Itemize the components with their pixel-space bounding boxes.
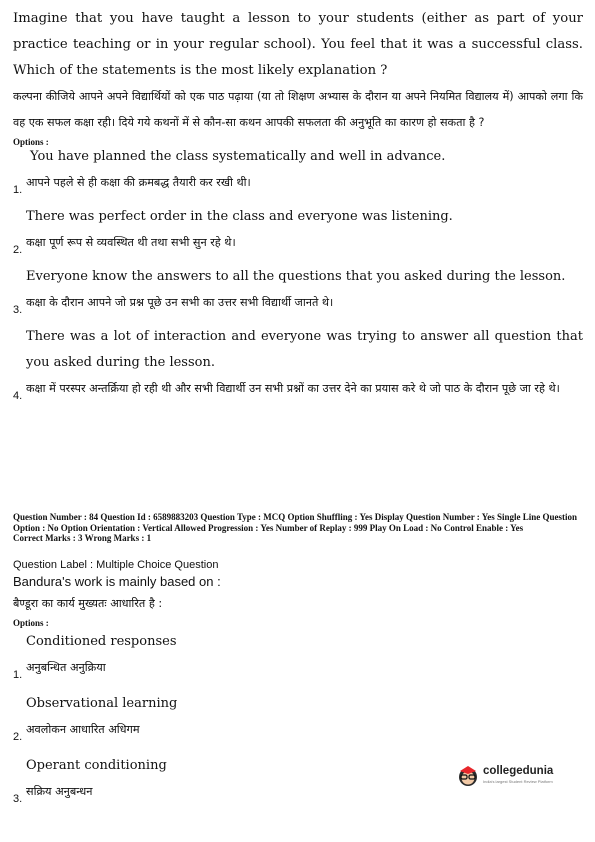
options-label: Options : xyxy=(13,618,49,628)
option-2[interactable] xyxy=(13,691,583,743)
option-text-hi: अनुबन्धित अनुक्रिया xyxy=(26,661,106,674)
option-1[interactable] xyxy=(13,629,583,681)
option-text-hi: सक्रिय अनुबन्धन xyxy=(26,785,93,798)
option-text-en: There was a lot of interaction and everyone was trying to answer all question that you asked during the lesson. xyxy=(26,329,583,370)
option-text-en: Operant conditioning xyxy=(26,758,167,773)
logo-mascot-icon xyxy=(455,763,481,789)
collegedunia-logo xyxy=(455,763,565,791)
option-number: 2. xyxy=(13,244,23,256)
option-number: 1. xyxy=(13,184,23,196)
option-number: 2. xyxy=(13,731,23,743)
option-2[interactable] xyxy=(13,204,583,256)
option-1[interactable] xyxy=(13,144,583,196)
options-label: Options : xyxy=(13,137,49,147)
option-text-hi: आपने पहले से ही कक्षा की क्रमबद्ध तैयारी कर रखी थी। xyxy=(26,176,251,189)
option-3[interactable] xyxy=(13,264,583,316)
option-number: 1. xyxy=(13,669,23,681)
option-number: 3. xyxy=(13,304,23,316)
option-text-en: Observational learning xyxy=(26,696,178,711)
option-text-en: Conditioned responses xyxy=(26,634,177,649)
option-text-en: Everyone know the answers to all the questions that you asked during the lesson. xyxy=(26,269,566,284)
logo-tagline: India's largest Student Review Platform xyxy=(483,779,553,784)
question-metadata xyxy=(13,512,583,544)
option-number: 3. xyxy=(13,793,23,805)
logo-wordmark: collegedunia xyxy=(483,765,554,777)
option-text-en: There was perfect order in the class and everyone was listening. xyxy=(26,209,453,224)
option-text-hi: कक्षा पूर्ण रूप से व्यवस्थित थी तथा सभी सुन रहे थे। xyxy=(26,236,236,249)
question-text-hi: कल्पना कीजिये आपने अपने विद्यार्थियों को एक पाठ पढ़ाया (या तो शिक्षण अभ्यास के दौरान या अपने नियमित विद्यालय में) आपको लगा कि वह एक सफल कक्षा रही। दिये गये कथनों में से कौन-सा कथन आपकी सफलता की अनुभूति का कारण हो सकता है ? xyxy=(13,90,583,129)
option-4[interactable] xyxy=(13,324,583,402)
question-text-en: Imagine that you have taught a lesson to your students (either as part of your practice teaching or in your regular school). You feel that it was a successful class. Which of the statements is the most likely explanation ? xyxy=(13,11,583,78)
metadata-line: Question Number : 84 Question Id : 6589883203 Question Type : MCQ Option Shuffling : Yes Display Question Number : Yes Single Line Question Option : No Option Orientation : Vertical Allowed Progression : Yes Number of Replay : 999 Play On Load : No Control Enable : Yes xyxy=(13,512,577,533)
question-text-hi: बैण्डूरा का कार्य मुख्यतः आधारित है : xyxy=(13,597,163,610)
option-text-hi: कक्षा के दौरान आपने जो प्रश्न पूछे उन सभी का उत्तर सभी विद्यार्थी जानते थे। xyxy=(26,296,334,309)
option-text-hi: अवलोकन आधारित अधिगम xyxy=(26,723,140,736)
option-text-en: You have planned the class systematically and well in advance. xyxy=(30,149,446,164)
marks-line: Correct Marks : 3 Wrong Marks : 1 xyxy=(13,533,152,543)
question-label: Question Label : Multiple Choice Question xyxy=(13,559,219,571)
option-text-hi: कक्षा में परस्पर अन्तर्क्रिया हो रही थी और सभी विद्यार्थी उन सभी प्रश्नों का उत्तर देने का प्रयास करे थे जो पाठ के दौरान पूछे जा रहे थे। xyxy=(26,382,560,395)
question-83 xyxy=(13,6,583,402)
question-text-en: Bandura's work is mainly based on : xyxy=(13,574,221,589)
option-number: 4. xyxy=(13,390,23,402)
